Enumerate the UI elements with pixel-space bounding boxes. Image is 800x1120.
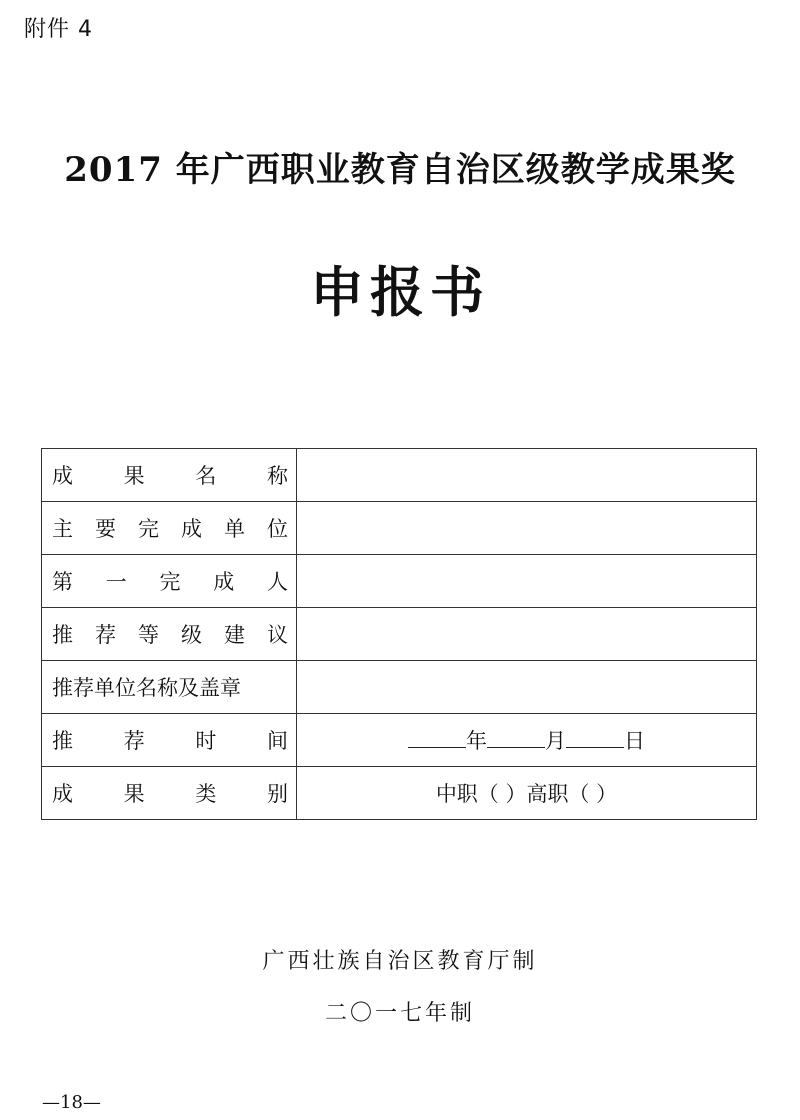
year-unit: 年 — [466, 729, 487, 753]
application-form-table — [41, 448, 757, 820]
document-title: 2017 年广西职业教育自治区级教学成果奖 — [64, 150, 736, 190]
form-row-first-person — [42, 555, 757, 608]
month-unit: 月 — [545, 729, 566, 753]
category-option-higher-vocational[interactable]: 高职（ ） — [526, 782, 618, 806]
form-row-recommending-unit — [42, 661, 757, 714]
field-recommending-unit[interactable] — [297, 661, 757, 714]
field-recommend-date[interactable] — [297, 714, 757, 767]
field-first-person[interactable] — [297, 555, 757, 608]
form-row-category — [42, 767, 757, 820]
day-blank[interactable] — [566, 727, 624, 748]
field-recommended-level[interactable] — [297, 608, 757, 661]
label-recommend-date: 推 荐 时 间 — [42, 714, 297, 767]
field-main-unit[interactable] — [297, 502, 757, 555]
form-row-achievement-name — [42, 449, 757, 502]
page-number: —18— — [42, 1092, 101, 1113]
label-recommending-unit: 推荐单位名称及盖章 — [42, 661, 297, 714]
category-option-secondary-vocational[interactable]: 中职（ ） — [435, 782, 527, 806]
document-subtitle: 申报书 — [310, 260, 490, 324]
year-blank[interactable] — [408, 727, 466, 748]
day-unit: 日 — [624, 729, 645, 753]
attachment-label: 附件 4 — [24, 17, 93, 42]
month-blank[interactable] — [487, 727, 545, 748]
label-recommended-level: 推 荐 等 级 建 议 — [42, 608, 297, 661]
label-main-unit: 主 要 完 成 单 位 — [42, 502, 297, 555]
form-row-recommend-date — [42, 714, 757, 767]
issuer-text: 广西壮族自治区教育厅制 — [262, 949, 538, 974]
field-achievement-name[interactable] — [297, 449, 757, 502]
form-row-main-unit — [42, 502, 757, 555]
issue-year-text: 二〇一七年制 — [324, 1001, 475, 1026]
label-category: 成 果 类 别 — [42, 767, 297, 820]
field-category — [297, 767, 757, 820]
label-achievement-name: 成 果 名 称 — [42, 449, 297, 502]
form-row-recommended-level — [42, 608, 757, 661]
label-first-person: 第 一 完 成 人 — [42, 555, 297, 608]
